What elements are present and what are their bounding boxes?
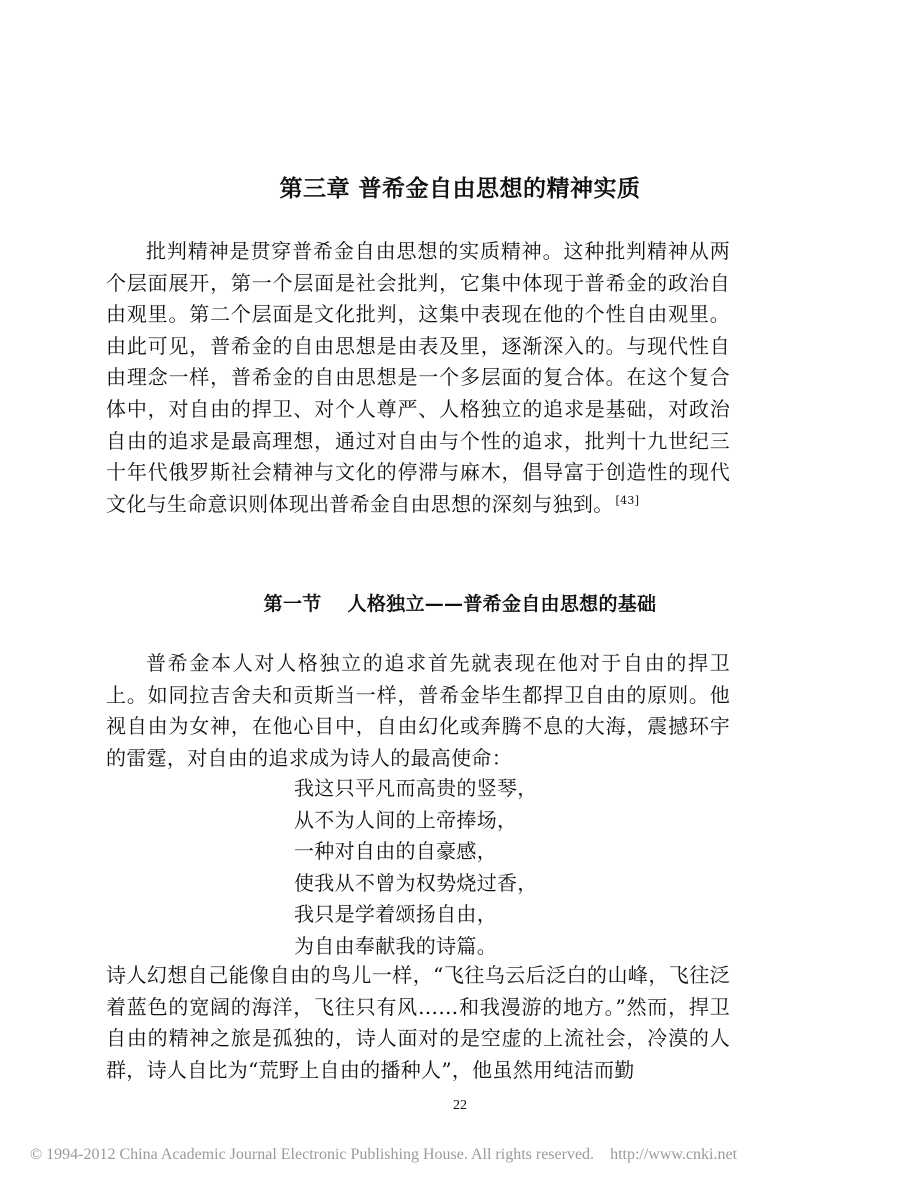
citation-reference[interactable]: [43] bbox=[615, 493, 640, 507]
paragraph-continued: 诗人幻想自己能像自由的鸟儿一样，“飞往乌云后泛白的山峰，飞往泛着蓝色的宽阔的海洋，飞往只有风……和我漫游的地方。”然而，捍卫自由的精神之旅是孤独的，诗人面对的是空虚的上流社会，冷漠的人群，诗人自比为“荒野上自由的播种人”，他虽然用纯洁而勤 bbox=[106, 963, 730, 1082]
poem-line: 一种对自由的自豪感， bbox=[294, 839, 497, 864]
paragraph-intro bbox=[106, 236, 730, 520]
poem-line: 为自由奉献我的诗篇。 bbox=[294, 933, 497, 958]
section-title-text: 人格独立——普希金自由思想的基础 bbox=[347, 593, 657, 615]
poem-quote bbox=[294, 773, 538, 963]
paragraph-intro-text: 批判精神是贯穿普希金自由思想的实质精神。这种批判精神从两个层面展开，第一个层面是社会批判，它集中体现于普希金的政治自由观里。第二个层面是文化批判，这集中表现在他的个性自由观里。由此可见，普希金的自由思想是由表及里，逐渐深入的。与现代性自由理念一样，普希金的自由思想是一个多层面的复合体。在这个复合体中，对自由的捍卫、对个人尊严、人格独立的追求是基础，对政治自由的追求是最高理想，通过对自由与个性的追求，批判十九世纪三十年代俄罗斯社会精神与文化的停滞与麻木，倡导富于创造性的现代文化与生命意识则体现出普希金自由思想的深刻与独到。 bbox=[106, 239, 730, 516]
poem-line: 我只是学着颂扬自由， bbox=[294, 902, 497, 927]
poem-line: 使我从不曾为权势烧过香， bbox=[294, 870, 538, 895]
copyright-footer bbox=[30, 1146, 737, 1164]
poem-line: 我这只平凡而高贵的竖琴， bbox=[294, 776, 538, 800]
copyright-url[interactable]: http://www.cnki.net bbox=[610, 1146, 738, 1163]
paragraph-body: 普希金本人对人格独立的追求首先就表现在他对于自由的捍卫上。如同拉吉舍夫和贡斯当一样，普希金毕生都捍卫自由的原则。他视自由为女神，在他心目中，自由幻化或奔腾不息的大海，震撼环宇的雷霆，对自由的追求成为诗人的最高使命： bbox=[106, 651, 730, 770]
chapter-title: 第三章 普希金自由思想的精神实质 bbox=[279, 176, 641, 202]
copyright-notice: © 1994-2012 China Academic Journal Electronic Publishing House. All rights reserved. bbox=[30, 1146, 595, 1163]
page-number: 22 bbox=[453, 1098, 467, 1113]
section-title bbox=[0, 589, 920, 616]
section-number: 第一节 bbox=[263, 593, 322, 615]
poem-line: 从不为人间的上帝捧场， bbox=[294, 807, 518, 832]
